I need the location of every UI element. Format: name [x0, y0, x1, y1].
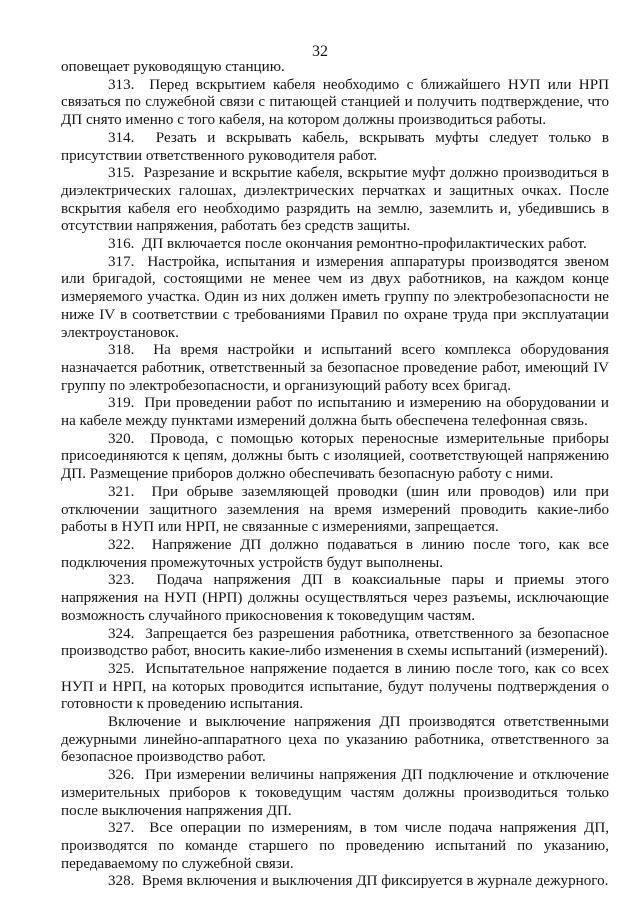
paragraph [61, 484, 609, 537]
paragraph-number: 317. [108, 253, 135, 270]
paragraph [61, 59, 609, 77]
paragraph-text: При проведении работ по испытанию и измерению на оборудовании и на кабеле между пунктами измерений должна быть обеспечена телефонная связь. [61, 395, 610, 430]
paragraph-text: Разрезание и вскрытие кабеля, вскрытие муфт должно производиться в диэлектрических галошах, диэлектрических перчатках и защитных очках. После вскрытия кабеля его необходимо разрядить на землю, заземлить и, убедившись в отсутствии напряжения, работать без средств защиты. [61, 165, 609, 235]
paragraph-number: 326. [108, 767, 135, 784]
paragraph [61, 572, 609, 625]
paragraph-number: 316. [108, 236, 135, 253]
paragraph-text: Подача напряжения ДП в коаксиальные пары и приемы этого напряжения на НУП (НРП) должны осуществляться через разъемы, исключающие возможность случайного прикосновения к токоведущим частям. [61, 572, 610, 624]
paragraph-text: Напряжение ДП должно подаваться в линию после того, как все подключения промежуточных устройств будут выполнены. [61, 536, 610, 571]
page-number: 32 [312, 43, 328, 60]
paragraph-text: Все операции по измерениям, в том числе подача напряжения ДП, производятся по команде старшего по проведению испытаний по указанию, передаваемому по служебной связи. [61, 820, 609, 872]
paragraph-text: На время настройки и испытаний всего комплекса оборудования назначается работник, ответственный за безопасное проведение работ, имеющий IV группу по электробезопасности, и организующий работу всех бригад. [61, 342, 610, 394]
paragraph-text: Время включения и выключения ДП фиксируется в журнале дежурного. [141, 873, 609, 890]
paragraph-text: Резать и вскрывать кабель, вскрывать муфты следует только в присутствии ответственного руководителя работ. [61, 129, 609, 164]
paragraph [61, 395, 609, 430]
paragraph [61, 537, 609, 572]
paragraph-number: 327. [108, 820, 135, 837]
paragraph-number: 323. [108, 572, 135, 589]
paragraph [61, 661, 609, 714]
paragraph [61, 342, 609, 395]
paragraph [61, 714, 609, 767]
paragraph-number: 313. [108, 76, 135, 93]
paragraph-text: оповещает руководящую станцию. [61, 59, 285, 75]
paragraph-number: 325. [108, 660, 135, 677]
paragraph-text: Испытательное напряжение подается в линию после того, как со всех НУП и НРП, на которых проводится испытание, будут получены подтверждения о готовности к проведению испытания. [61, 660, 609, 713]
paragraph-number: 322. [108, 536, 135, 553]
paragraph [61, 77, 609, 130]
paragraph [61, 236, 609, 254]
paragraph [61, 130, 609, 165]
paragraph [61, 165, 609, 236]
paragraph-text: ДП включается после окончания ремонтно-профилактических работ. [141, 236, 587, 253]
paragraph-number: 328. [108, 873, 135, 890]
paragraph-text: Запрещается без разрешения работника, ответственного за безопасное производство работ, вносить какие-либо изменения в схемы испытаний (измерений). [61, 625, 610, 660]
paragraph [61, 873, 609, 891]
paragraph-number: 320. [108, 430, 135, 447]
document-body [61, 59, 609, 891]
paragraph-text: Перед вскрытием кабеля необходимо с ближайшего НУП или НРП связаться по служебной связи с питающей станцией и получить подтверждение, что ДП снято именно с того кабеля, на котором должны производиться работы. [61, 76, 609, 129]
paragraph-number: 314. [108, 129, 135, 146]
paragraph [61, 254, 609, 343]
paragraph-number: 319. [108, 395, 135, 412]
paragraph-number: 324. [108, 625, 135, 642]
paragraph-text: При обрыве заземляющей проводки (шин или проводов) или при отключении защитного заземления на время измерений проводить какие-либо работы в НУП или НРП, не связанные с измерениями, запрещается. [61, 483, 610, 536]
paragraph [61, 626, 609, 661]
paragraph-number: 321. [108, 483, 135, 500]
paragraph [61, 767, 609, 820]
paragraph-number: 318. [108, 342, 135, 359]
paragraph-text: При измерении величины напряжения ДП подключение и отключение измерительных приборов к токоведущим частям должны производиться только после выключения напряжения ДП. [61, 767, 609, 819]
paragraph-text: Провода, с помощью которых переносные измерительные приборы присоединяются к цепям, должны быть с изоляцией, соответствующей напряжению ДП. Размещение приборов должно обеспечивать безопасную работу с ними. [61, 430, 609, 483]
paragraph [61, 820, 609, 873]
paragraph-number: 315. [108, 165, 135, 182]
paragraph-text: Настройка, испытания и измерения аппаратуры производятся звеном или бригадой, состоящими не менее чем из двух работников, на каждом конце измеряемого участка. Один из них должен иметь группу по электробезопасности не ниже IV в соответствии с требованиями Правил по охране труда при эксплуатации электроустановок. [61, 253, 609, 341]
paragraph [61, 431, 609, 484]
paragraph-text: Включение и выключение напряжения ДП производятся ответственными дежурными линейно-аппаратного цеха по указанию работника, ответственного за безопасное производство работ. [61, 714, 609, 766]
